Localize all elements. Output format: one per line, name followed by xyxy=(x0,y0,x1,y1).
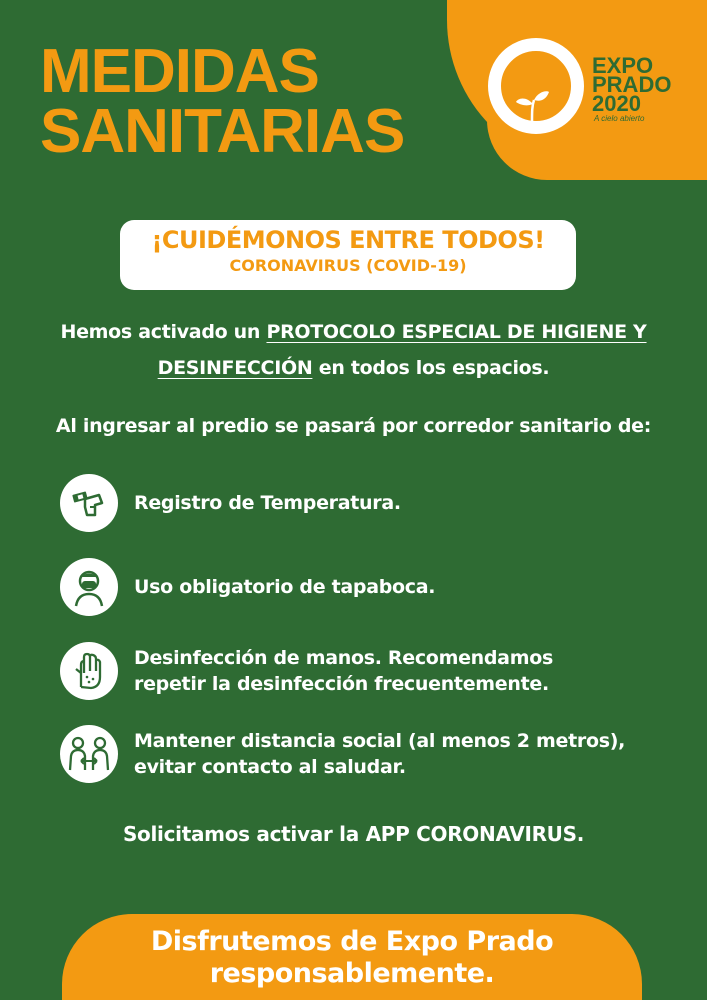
intro-paragraph xyxy=(30,314,677,386)
list-item-distance xyxy=(60,724,680,784)
footer-line-1: Disfrutemos de Expo Prado xyxy=(150,926,554,957)
intro-disinfection-underlined: DESINFECCIÓN xyxy=(157,357,313,379)
leaf-icon xyxy=(512,88,552,122)
logo-tagline: A cielo abierto xyxy=(594,114,645,123)
logo-line-3: 2020 xyxy=(592,91,641,116)
title-line-1: MEDIDAS xyxy=(40,37,319,106)
list-item-mask xyxy=(60,557,680,617)
item-line-1: Uso obligatorio de tapaboca. xyxy=(134,576,436,598)
logo-wordmark xyxy=(592,53,672,116)
banner-subheading: CORONAVIRUS (COVID-19) xyxy=(229,256,467,275)
intro-protocol-underlined: PROTOCOLO ESPECIAL DE HIGIENE Y xyxy=(266,321,647,343)
item-line-1: Desinfección de manos. Recomendamos xyxy=(134,647,553,669)
title-line-2: SANITARIAS xyxy=(40,97,405,166)
intro-prefix: Hemos activado un xyxy=(60,321,267,343)
page-title xyxy=(40,37,405,166)
social-distance-icon xyxy=(60,725,118,783)
app-call-to-action: Solicitamos activar la APP CORONAVIRUS. xyxy=(122,822,585,846)
corridor-paragraph: Al ingresar al predio se pasará por corredor sanitario de: xyxy=(55,415,652,437)
intro-suffix: en todos los espacios. xyxy=(312,357,550,379)
banner-heading: ¡CUIDÉMONOS ENTRE TODOS! xyxy=(151,226,545,254)
logo-line-1: EXPO xyxy=(592,53,654,78)
item-text xyxy=(134,728,625,780)
list-item-hands xyxy=(60,641,680,701)
item-text xyxy=(134,645,553,697)
item-text xyxy=(134,574,435,600)
face-mask-icon xyxy=(60,558,118,616)
item-line-2: repetir la desinfección frecuentemente. xyxy=(134,673,549,695)
item-line-1: Registro de Temperatura. xyxy=(134,492,401,514)
hand-sanitizer-icon xyxy=(60,642,118,700)
thermometer-icon xyxy=(60,474,118,532)
item-line-2: evitar contacto al saludar. xyxy=(134,756,406,778)
logo-line-2: PRADO xyxy=(592,72,672,97)
footer-line-2: responsablemente. xyxy=(209,958,495,989)
footer-banner xyxy=(62,914,642,1000)
list-item-temperature xyxy=(60,473,680,533)
item-text xyxy=(134,490,401,516)
slogan-banner xyxy=(120,220,576,290)
item-line-1: Mantener distancia social (al menos 2 metros), xyxy=(134,730,626,752)
